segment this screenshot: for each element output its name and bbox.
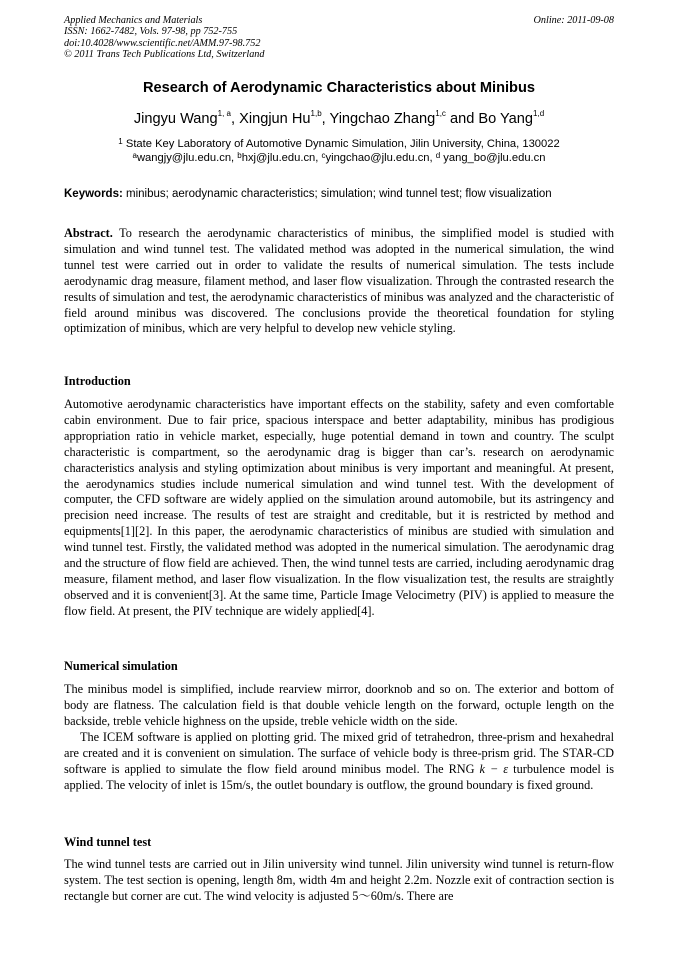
affiliation-block: [0, 137, 678, 165]
email-sup: b: [237, 151, 242, 160]
doi-line: doi:10.4028/www.scientific.net/AMM.97-98.752: [64, 37, 261, 49]
introduction-paragraph: Automotive aerodynamic characteristics have important effects on the stability, safety and even comfortable cabin environment. Due to fair price, spacious interspace and better adaptability, minibus has prodigious appropriation ratio in vehicle market, especially, huge potential demand in town and country. The sculpt characteristic is compartment, so the aerodynamic drag is bigger than car’s. research on aerodynamic characteristics analysis and styling optimization about minibus is very important and meaningful. At present, the aerodynamics studies include numerical simulation and wind tunnel test. With the development of computer, the CFD software are widely applied on the simulation around automobile, but its astringency and precision need increase. The results of test are straight and creditable, but it is restricted by method and equipments[1][2]. In this paper, the aerodynamic characteristics of minibus are studied with simulation and wind tunnel test. Firstly, the validated method was adopted in the numerical simulation. The aerodynamic drag and the structure of flow field are achieved. Then, the wind tunnel tests are carried, including aerodynamic drag measure, filament method, and laser flow visualization. In the flow visualization test, the results are straightly observed and it is convenient[3]. At the same time, Particle Image Velocimetry (PIV) is applied to measure the flow field. At present, the PIV technique are widely applied[4].: [64, 397, 614, 618]
email-link[interactable]: yingchao@jlu.edu.cn,: [325, 152, 436, 164]
email-sup: a: [132, 151, 137, 160]
paper-title: Research of Aerodynamic Characteristics about Minibus: [143, 80, 535, 96]
section-heading-introduction: Introduction: [64, 374, 131, 388]
author-affil-sup: 1,c: [435, 109, 446, 118]
author-name: Bo Yang: [478, 111, 534, 127]
abstract: [64, 226, 614, 337]
email-list: [0, 151, 678, 165]
abstract-text: To research the aerodynamic characteristics of minibus, the simplified model is studied with simulation and wind tunnel test. The validated method was adopted in the numerical simulation, the wind tunnel test were carried out in order to validate the results of numerical simulation. The tests include aerodynamic drag measure, filament method, and laser flow visualization. Through the contrasted research the results of simulation and test, the aerodynamic characteristics of minibus was analyzed and the characteristic of field around minibus was discovered. The conclusions provide the theoretical foundation for styling optimization of minibus, which are very helpful to develop new vehicle styling.: [64, 226, 614, 336]
email-sup: c: [321, 151, 326, 160]
author-affil-sup: 1,b: [310, 109, 322, 118]
author-affil-sup: 1,d: [533, 109, 545, 118]
copyright-line: © 2011 Trans Tech Publications Ltd, Switzerland: [64, 48, 265, 60]
numerical-text: The ICEM software is applied on plotting grid. The mixed grid of tetrahedron, three-prism and hexahedral are created and it is convenient on simulation. The surface of vehicle body is three-prism grid. The STAR-CD software is applied to simulate the flow field around minibus model. The RNG: [64, 730, 614, 776]
keywords-label: Keywords:: [64, 188, 123, 200]
wind-tunnel-paragraph: The wind tunnel tests are carried out in Jilin university wind tunnel. Jilin university wind tunnel is return-flow system. The test section is opening, length 8m, width 4m and height 2.2m. Nozzle exit of contraction section is rectangle but corner are cut. The wind velocity is adjusted 5～60m/s. There are: [64, 857, 614, 903]
author-name: Xingjun Hu: [239, 111, 311, 127]
numerical-paragraph-1: The minibus model is simplified, include rearview mirror, doorknob and so on. The exterior and bottom of body are flatness. The calculation field is that double vehicle length on the forward, octuple length on the backside, treble vehicle highness on the upside, treble vehicle width on the side.: [64, 682, 614, 728]
keywords-text: minibus; aerodynamic characteristics; simulation; wind tunnel test; flow visualization: [122, 188, 552, 200]
email-link[interactable]: wangjy@jlu.edu.cn,: [136, 152, 238, 164]
author-affil-sup: 1, a: [217, 109, 231, 118]
journal-name: Applied Mechanics and Materials: [64, 15, 203, 26]
issn-line: ISSN: 1662-7482, Vols. 97-98, pp 752-755: [64, 26, 238, 38]
k-epsilon-formula: k − ε: [479, 761, 509, 776]
author-separator: and: [445, 111, 479, 127]
affiliation-text: State Key Laboratory of Automotive Dynamic Simulation, Jilin University, China, 130022: [122, 138, 560, 150]
author-name: Yingchao Zhang: [329, 111, 436, 127]
affiliation-sup: 1: [118, 137, 123, 146]
author-separator: ,: [231, 111, 240, 127]
section-heading-wind-tunnel-test: Wind tunnel test: [64, 835, 152, 849]
email-sup: d: [435, 151, 441, 160]
journal-header: [64, 15, 614, 60]
email-link[interactable]: yang_bo@jlu.edu.cn: [440, 152, 546, 164]
affiliation: [0, 137, 678, 151]
section-heading-numerical-simulation: Numerical simulation: [64, 659, 178, 673]
keywords: [64, 188, 624, 200]
numerical-text: turbulence model is applied. The velocity of inlet is 15m/s, the outlet boundary is outflow, the ground boundary is fixed ground.: [64, 761, 614, 792]
author-separator: ,: [321, 111, 330, 127]
online-date: Online: 2011-09-08: [533, 15, 614, 26]
author-name: Jingyu Wang: [133, 111, 218, 127]
abstract-label: Abstract.: [64, 226, 113, 240]
author-list: [0, 111, 678, 127]
numerical-paragraph-2: [64, 730, 614, 794]
email-link[interactable]: hxj@jlu.edu.cn,: [241, 152, 322, 164]
